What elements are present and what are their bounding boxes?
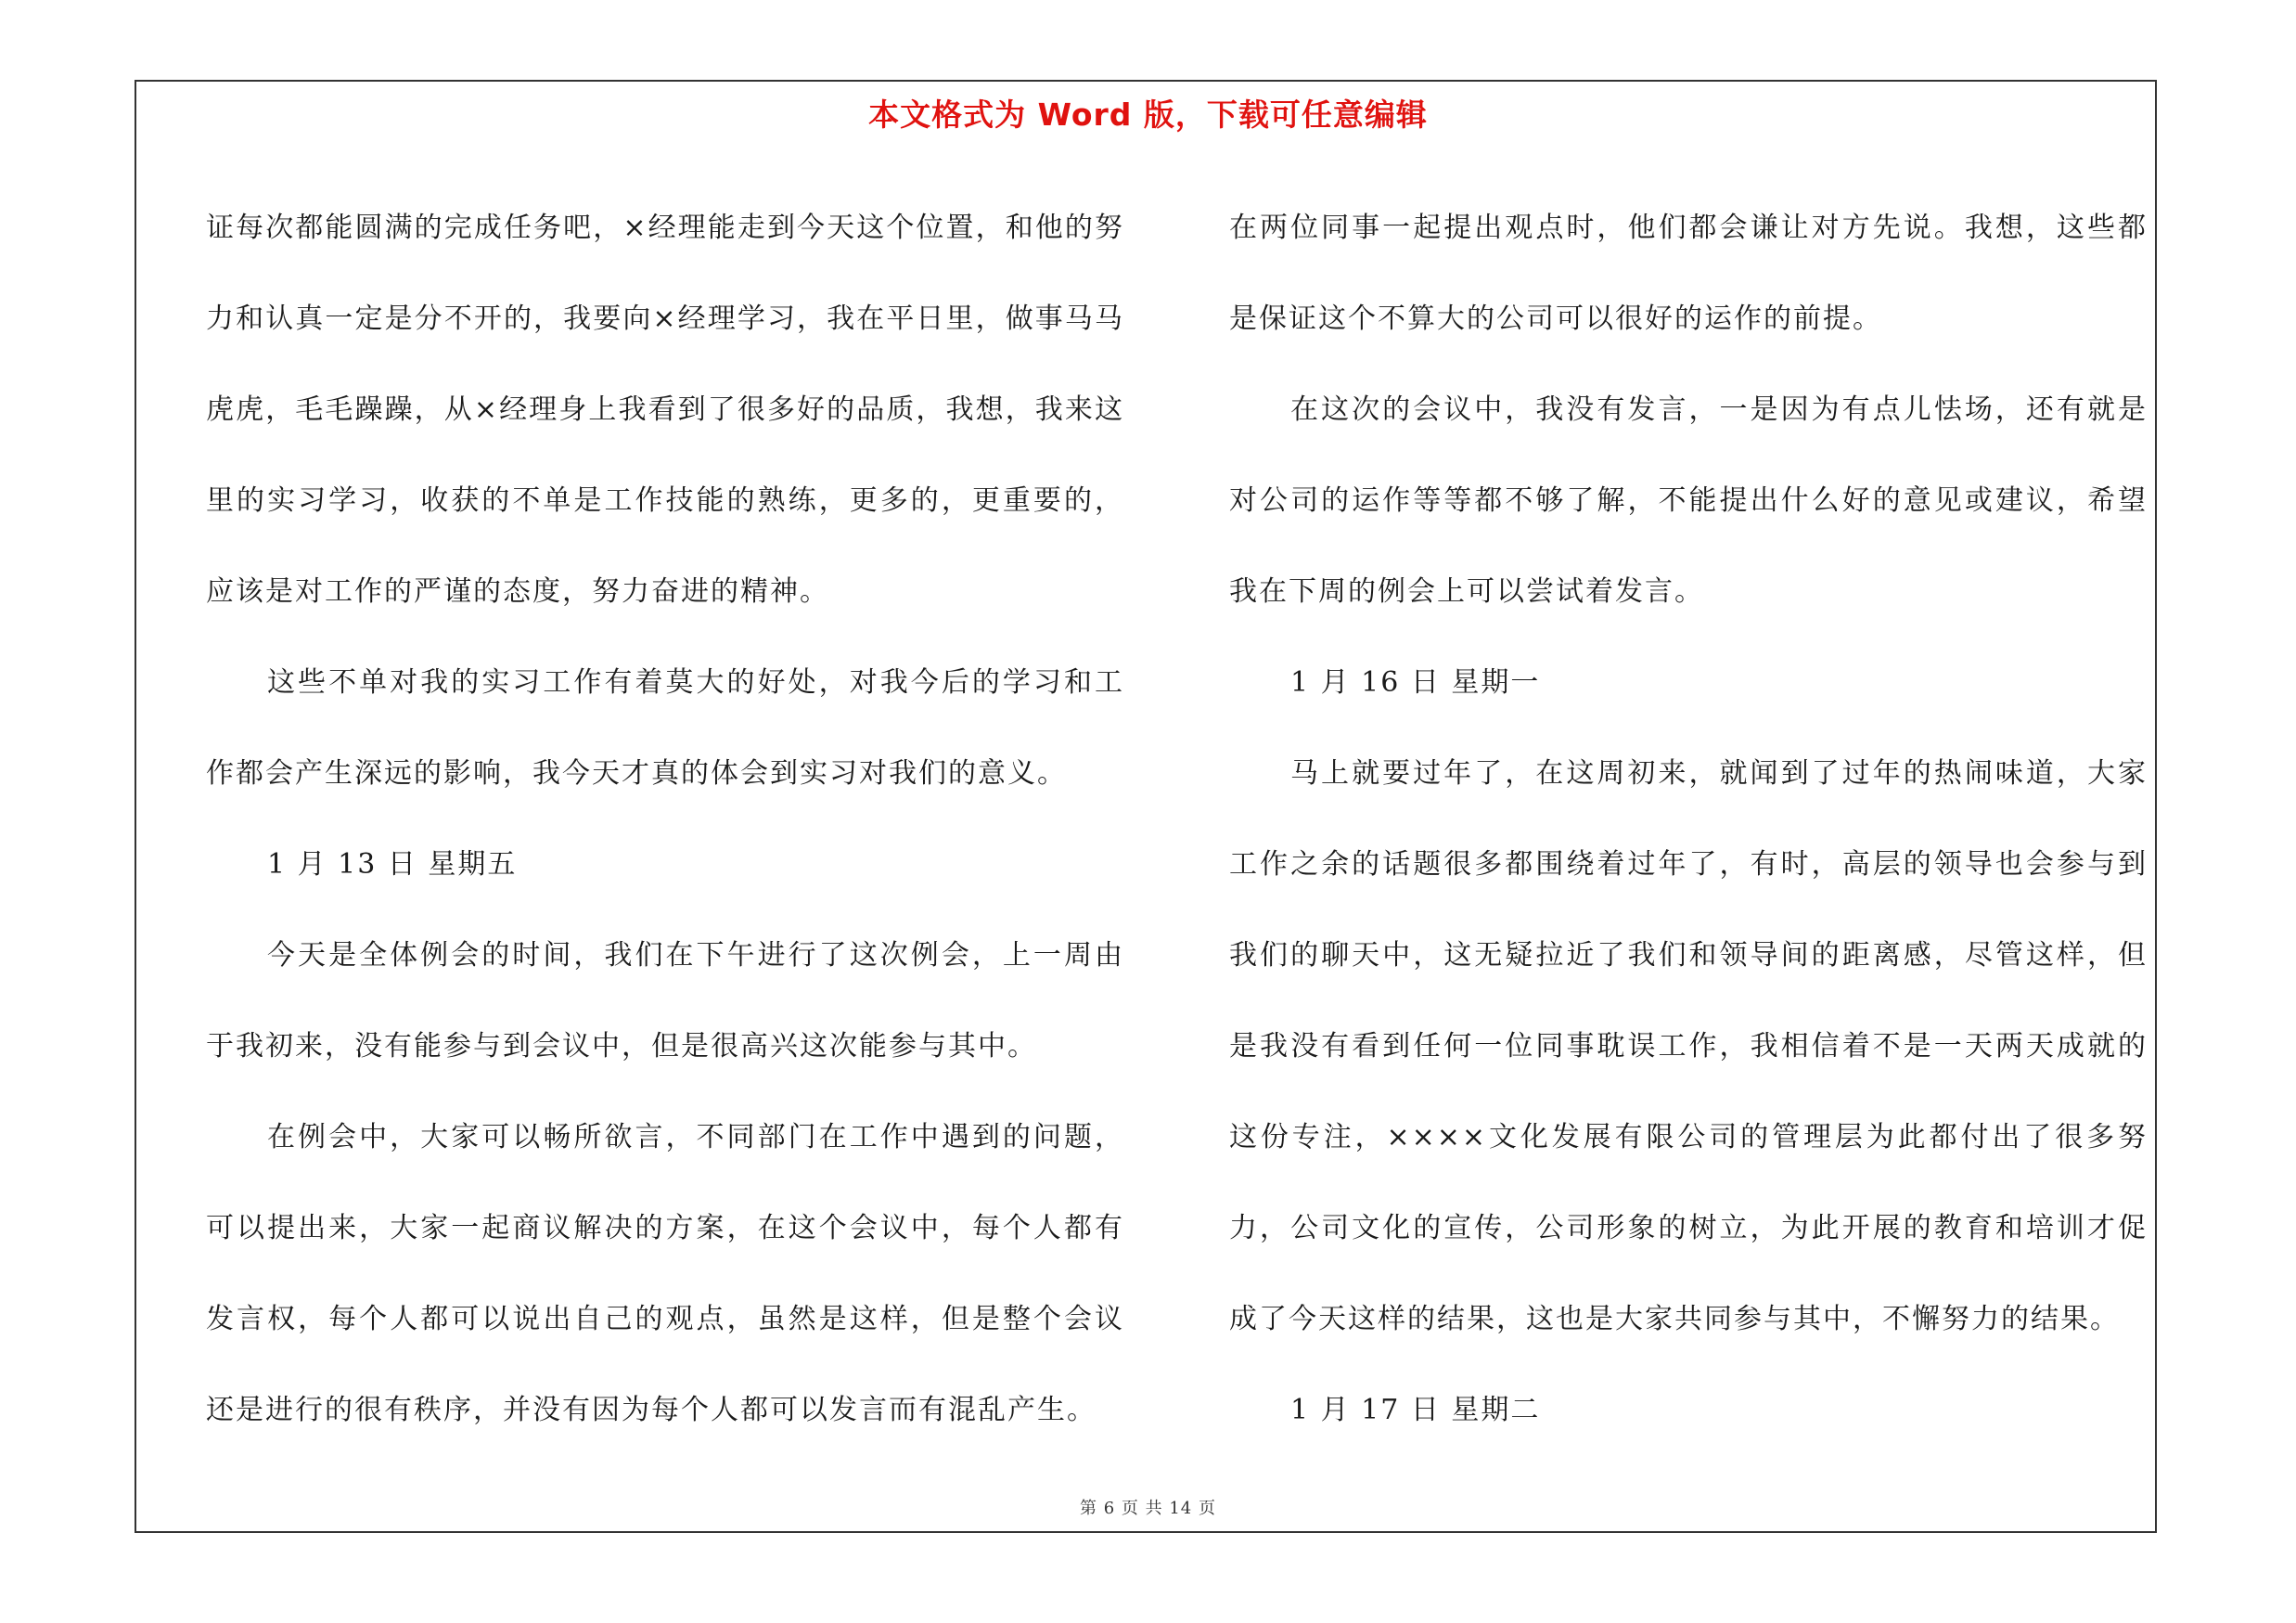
left-paragraph-4: 在例会中，大家可以畅所欲言，不同部门在工作中遇到的问题，可以提出来，大家一起商议解决的方案，在这个会议中，每个人都有发言权，每个人都可以说出自己的观点，虽然是这样，但是整个会议还是进行的很有秩序，并没有因为每个人都可以发言而有混乱产生。 bbox=[206, 1121, 1124, 1426]
left-date-heading: 1 月 13 日 星期五 bbox=[267, 848, 518, 881]
right-column bbox=[1229, 183, 2148, 1456]
left-column bbox=[206, 183, 1124, 1456]
page-number-footer: 第 6 页 共 14 页 bbox=[1080, 1499, 1216, 1518]
left-paragraph-1: 证每次都能圆满的完成任务吧，×经理能走到今天这个位置，和他的努力和认真一定是分不开的，我要向×经理学习，我在平日里，做事马马虎虎，毛毛躁躁，从×经理身上我看到了很多好的品质，我想，我来这里的实习学习，收获的不单是工作技能的熟练，更多的，更重要的，应该是对工作的严谨的态度，努力奋进的精神。 bbox=[206, 212, 1124, 608]
left-paragraph-2: 这些不单对我的实习工作有着莫大的好处，对我今后的学习和工作都会产生深远的影响，我今天才真的体会到实习对我们的意义。 bbox=[206, 666, 1124, 790]
right-date-heading-2: 1 月 17 日 星期二 bbox=[1290, 1394, 1541, 1426]
left-paragraph-3: 今天是全体例会的时间，我们在下午进行了这次例会，上一周由于我初来，没有能参与到会议中，但是很高兴这次能参与其中。 bbox=[206, 939, 1124, 1063]
right-date-heading-1: 1 月 16 日 星期一 bbox=[1290, 666, 1541, 699]
right-paragraph-1: 在两位同事一起提出观点时，他们都会谦让对方先说。我想，这些都是保证这个不算大的公司可以很好的运作的前提。 bbox=[1229, 212, 2148, 335]
right-paragraph-3: 马上就要过年了，在这周初来，就闻到了过年的热闹味道，大家工作之余的话题很多都围绕着过年了，有时，高层的领导也会参与到我们的聊天中，这无疑拉近了我们和领导间的距离感，尽管这样，但是我没有看到任何一位同事耽误工作，我相信着不是一天两天成就的这份专注，××××文化发展有限公司的管理层为此都付出了很多努力，公司文化的宣传，公司形象的树立，为此开展的教育和培训才促成了今天这样的结果，这也是大家共同参与其中，不懈努力的结果。 bbox=[1229, 757, 2148, 1335]
right-paragraph-2: 在这次的会议中，我没有发言，一是因为有点儿怯场，还有就是对公司的运作等等都不够了解，不能提出什么好的意见或建议，希望我在下周的例会上可以尝试着发言。 bbox=[1229, 393, 2148, 608]
word-format-banner: 本文格式为 Word 版，下载可任意编辑 bbox=[868, 97, 1428, 133]
